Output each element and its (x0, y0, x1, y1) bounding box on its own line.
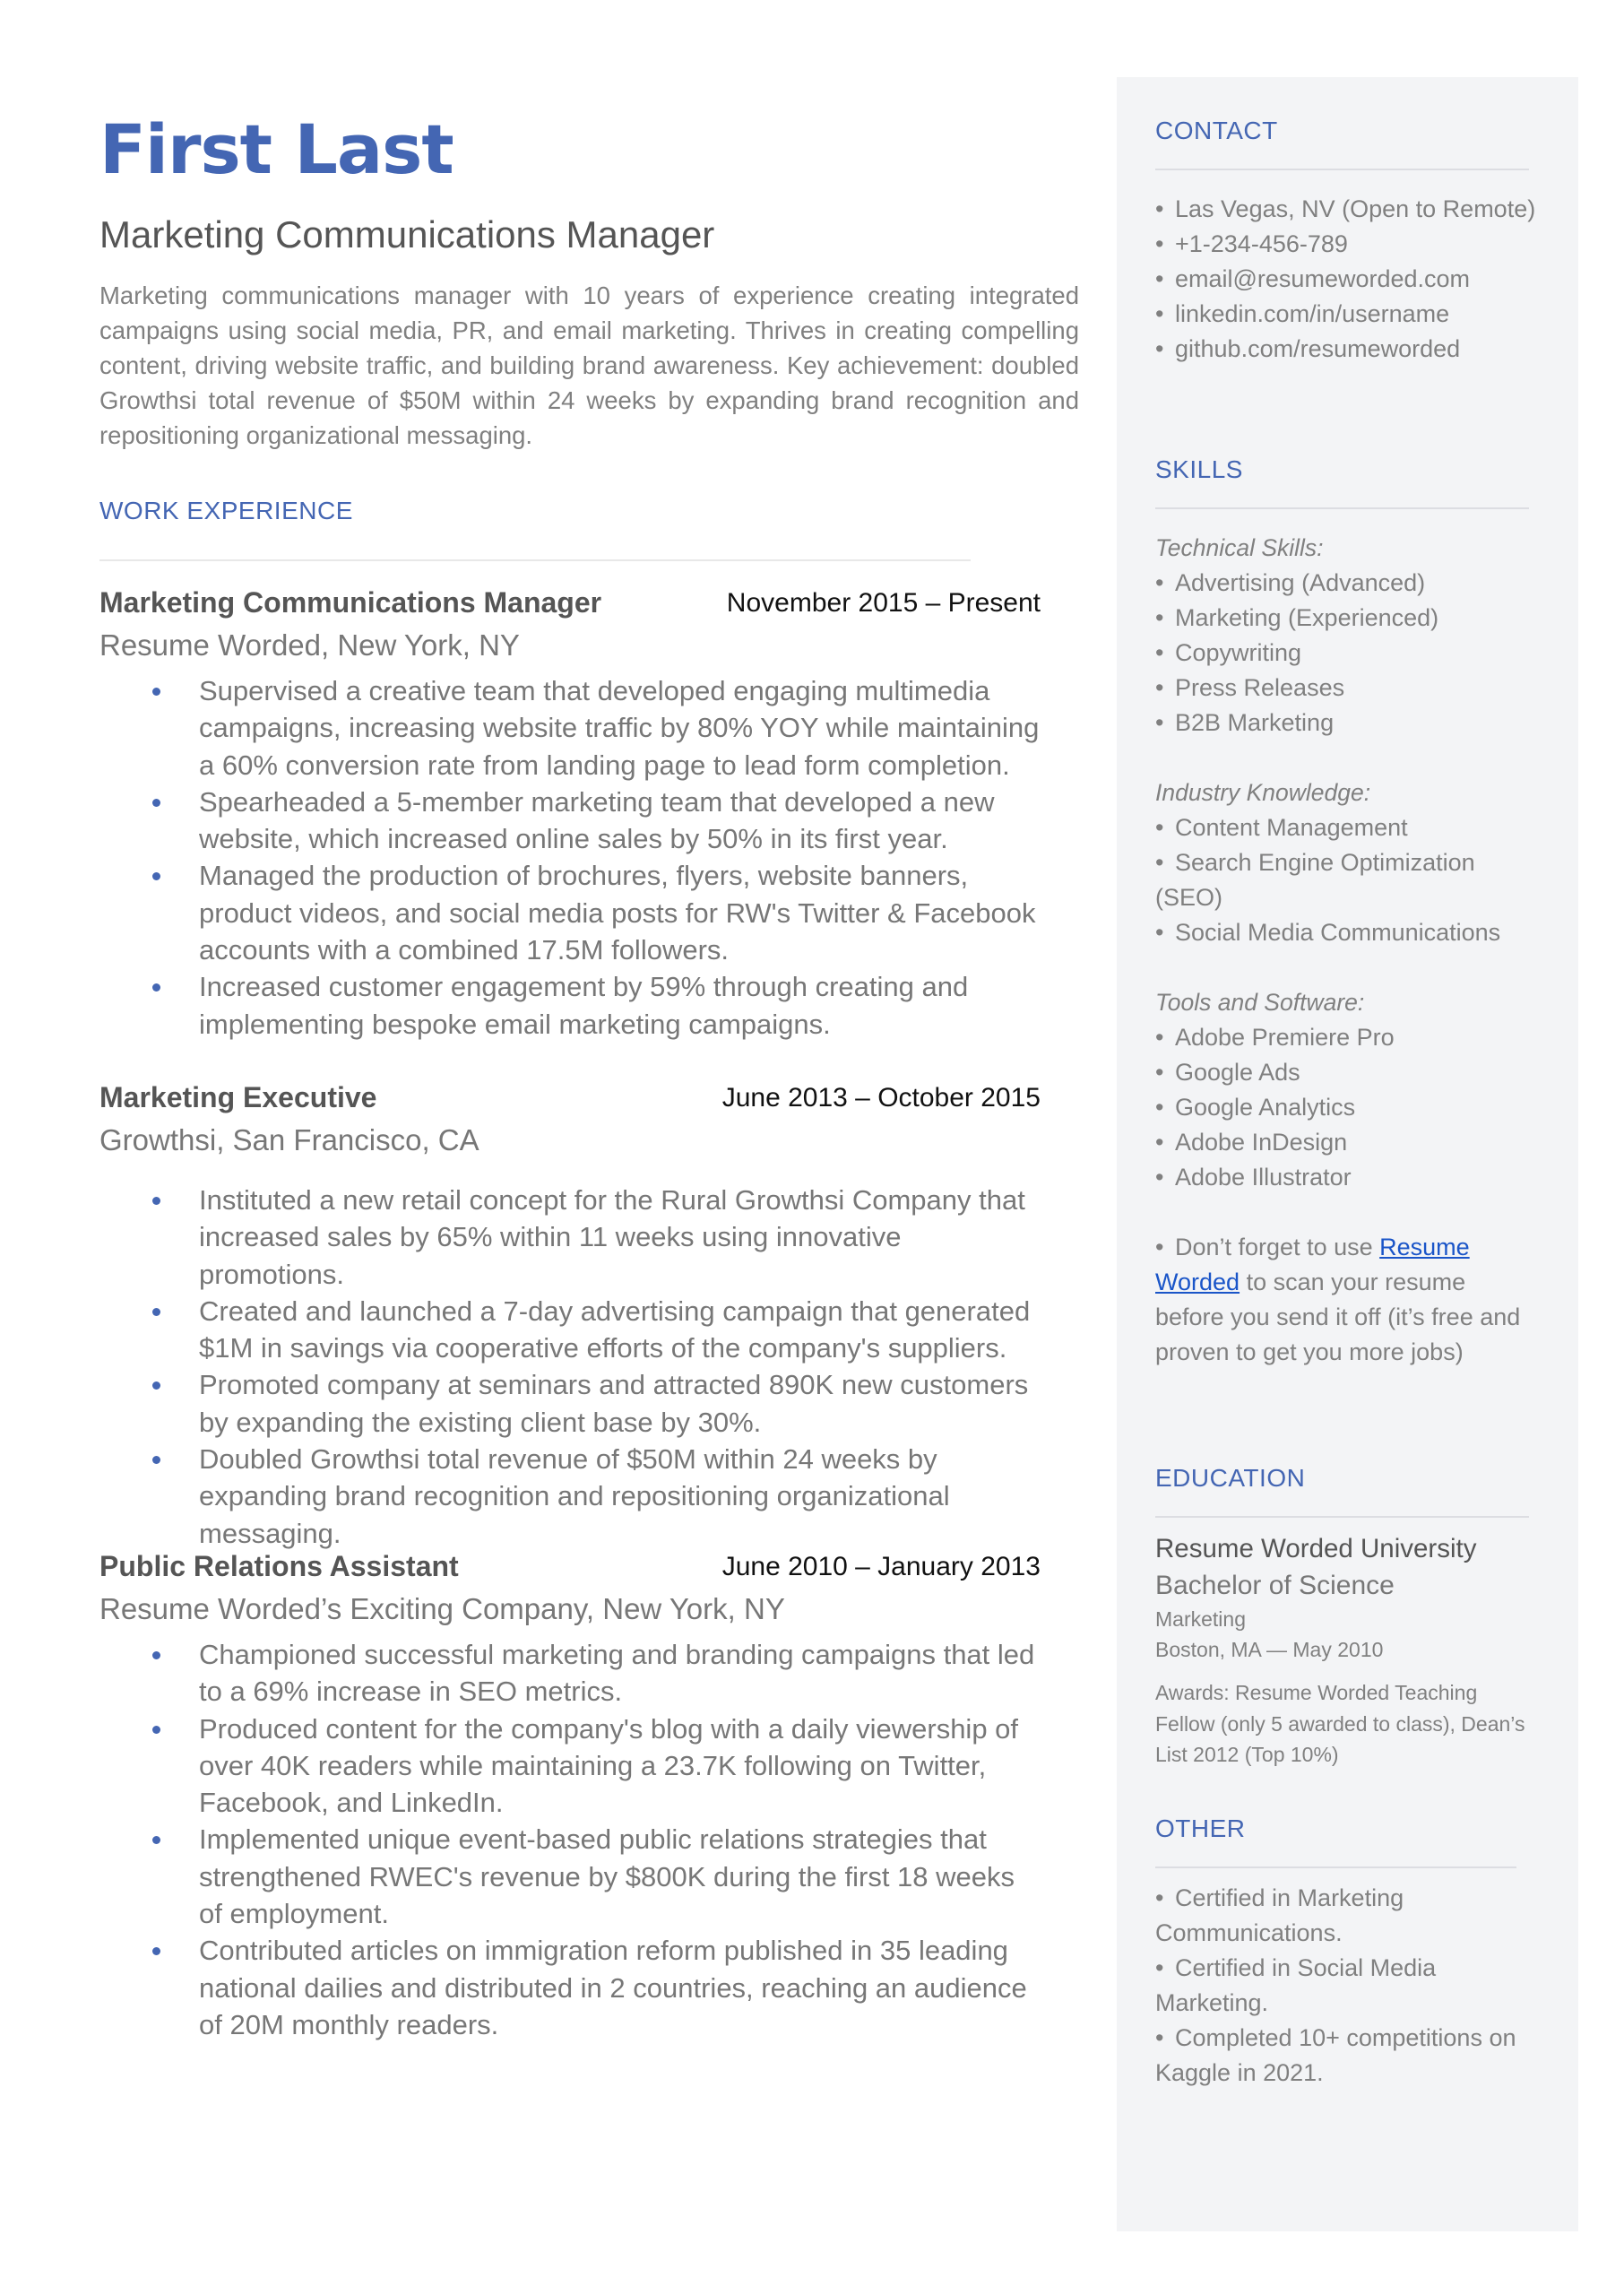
job-bullets (99, 1182, 1041, 1552)
skills-heading: SKILLS (1155, 455, 1243, 483)
tip-text-suffix: to scan your resume before you send it off (it’s free and proven to get you more jobs) (1155, 1269, 1521, 1365)
bullet-icon: • (1155, 814, 1164, 841)
job-title: Marketing Communications Manager (99, 586, 602, 619)
bullet-icon: • (1155, 1094, 1164, 1121)
bullet-text: Contributed articles on immigration reform published in 35 leading national dailies and distributed in 2 countries, reaching an audience of 20M monthly readers. (199, 1935, 1027, 2040)
contact-heading: CONTACT (1155, 117, 1278, 144)
skill-text: Google Analytics (1175, 1094, 1356, 1121)
candidate-name: First Last (99, 109, 454, 189)
other-item (1155, 2021, 1541, 2091)
work-experience-heading: WORK EXPERIENCE (99, 497, 353, 524)
skill-text: Advertising (Advanced) (1175, 569, 1426, 596)
bullet-dot-icon (152, 1726, 160, 1734)
skill-item (1155, 636, 1541, 671)
skill-item (1155, 1020, 1541, 1055)
sidebar (1117, 77, 1578, 2231)
bullet-icon: • (1155, 1954, 1164, 1981)
skill-item (1155, 566, 1541, 601)
job-header (99, 1550, 1041, 1589)
bullet-text: Supervised a creative team that developed engaging multimedia campaigns, increasing website traffic by 80% YOY while maintaining a 60% conversion rate from landing page to lead form completion. (199, 675, 1040, 781)
bullet-text: Championed successful marketing and branding campaigns that led to a 69% increase in SEO metrics. (199, 1639, 1035, 1708)
contact-github (1155, 332, 1541, 367)
skill-item (1155, 671, 1541, 706)
education-heading: EDUCATION (1155, 1464, 1306, 1492)
job-bullet (99, 1932, 1041, 2043)
skill-item (1155, 845, 1541, 915)
resume-worded-tip (1155, 1230, 1541, 1370)
job-dates: June 2010 – January 2013 (721, 1552, 1041, 1581)
skills-section (1155, 455, 1541, 1370)
bullet-icon: • (1155, 604, 1164, 631)
education-degree: Bachelor of Science (1155, 1571, 1395, 1600)
bullet-dot-icon (152, 1456, 160, 1464)
job-dates: November 2015 – Present (726, 588, 1041, 618)
education-field: Marketing (1155, 1607, 1246, 1631)
job-company: Resume Worded’s Exciting Company, New York, NY (99, 1592, 785, 1625)
skill-text: Adobe Illustrator (1175, 1164, 1352, 1191)
skill-text: Search Engine Optimization (SEO) (1155, 849, 1475, 911)
bullet-icon: • (1155, 195, 1164, 222)
contact-linkedin (1155, 297, 1541, 332)
job-bullets (99, 672, 1041, 1043)
tools-software-label: Tools and Software: (1155, 989, 1365, 1016)
education-section (1155, 1464, 1541, 1771)
job-bullet (99, 1293, 1041, 1367)
bullet-dot-icon (152, 799, 160, 807)
bullet-dot-icon (152, 1197, 160, 1205)
tip-text: Don’t forget to use (1175, 1234, 1380, 1260)
job-header (99, 586, 1041, 626)
bullet-text: Created and launched a 7-day advertising campaign that generated $1M in savings via cooperative efforts of the company's suppliers. (199, 1295, 1031, 1364)
resume-worded-link[interactable]: Resume Worded (1155, 1234, 1470, 1295)
contact-linkedin-text: linkedin.com/in/username (1175, 300, 1450, 327)
bullet-dot-icon (152, 1836, 160, 1844)
bullet-text: Doubled Growthsi total revenue of $50M within 24 weeks by expanding brand recognition and repositioning organizational messaging. (199, 1443, 950, 1549)
job-entry (99, 1550, 1041, 2043)
section-divider (1155, 169, 1529, 170)
job-company: Resume Worded, New York, NY (99, 628, 520, 662)
skill-text: Content Management (1175, 814, 1408, 841)
contact-location (1155, 192, 1541, 227)
bullet-icon: • (1155, 1024, 1164, 1051)
job-bullet (99, 1636, 1041, 1710)
skill-text: Copywriting (1175, 639, 1302, 666)
job-title: Marketing Executive (99, 1081, 377, 1113)
job-bullet (99, 1821, 1041, 1932)
skill-text: B2B Marketing (1175, 709, 1335, 736)
bullet-text: Instituted a new retail concept for the Rural Growthsi Company that increased sales by 65% within 11 weeks using innovative promotions. (199, 1184, 1025, 1290)
contact-github-text: github.com/resumeworded (1175, 335, 1461, 362)
contact-list (1155, 192, 1541, 367)
bullet-icon: • (1155, 265, 1164, 292)
job-company: Growthsi, San Francisco, CA (99, 1123, 479, 1156)
job-bullet (99, 1710, 1041, 1822)
other-item-text: Certified in Social Media Marketing. (1155, 1954, 1437, 2016)
bullet-text: Promoted company at seminars and attracted 890K new customers by expanding the existing client base by 30%. (199, 1369, 1029, 1438)
bullet-dot-icon (152, 1651, 160, 1659)
education-location-date: Boston, MA — May 2010 (1155, 1638, 1384, 1661)
other-list (1155, 1881, 1541, 2091)
bullet-icon: • (1155, 1164, 1164, 1191)
skill-item (1155, 1160, 1541, 1195)
skill-text: Social Media Communications (1175, 919, 1501, 946)
bullet-icon: • (1155, 919, 1164, 946)
job-bullet (99, 784, 1041, 858)
bullet-text: Implemented unique event-based public relations strategies that strengthened RWEC's revenue by $800K during the first 18 weeks of employment. (199, 1823, 1015, 1930)
job-bullet (99, 1366, 1041, 1441)
bullet-icon: • (1155, 849, 1164, 876)
contact-location-text: Las Vegas, NV (Open to Remote) (1175, 195, 1536, 222)
section-divider (99, 559, 971, 561)
bullet-icon: • (1155, 230, 1164, 257)
job-bullets (99, 1636, 1041, 2043)
bullet-dot-icon (152, 872, 160, 880)
bullet-dot-icon (152, 688, 160, 696)
contact-phone (1155, 227, 1541, 262)
bullet-text: Increased customer engagement by 59% through creating and implementing bespoke email marketing campaigns. (199, 971, 969, 1040)
bullet-dot-icon (152, 983, 160, 992)
other-section (1155, 1814, 1541, 2091)
skill-text: Adobe Premiere Pro (1175, 1024, 1395, 1051)
skill-text: Press Releases (1175, 674, 1345, 701)
bullet-dot-icon (152, 1308, 160, 1316)
job-entry (99, 1081, 1041, 1552)
bullet-icon: • (1155, 1234, 1164, 1260)
technical-skills-list (1155, 566, 1541, 740)
job-bullet (99, 1182, 1041, 1293)
section-divider (1155, 1516, 1529, 1518)
bullet-dot-icon (152, 1947, 160, 1955)
candidate-title: Marketing Communications Manager (99, 213, 715, 255)
industry-knowledge-list (1155, 810, 1541, 950)
contact-phone-text: +1-234-456-789 (1175, 230, 1348, 257)
bullet-icon: • (1155, 335, 1164, 362)
bullet-icon: • (1155, 300, 1164, 327)
section-divider (1155, 507, 1529, 509)
bullet-text: Produced content for the company's blog with a daily viewership of over 40K readers while maintaining a 23.7K following on Twitter, Facebook, and LinkedIn. (199, 1712, 1019, 1819)
skill-item (1155, 810, 1541, 845)
technical-skills-label: Technical Skills: (1155, 534, 1324, 561)
skill-item (1155, 1125, 1541, 1160)
other-item (1155, 1881, 1541, 1951)
bullet-icon: • (1155, 1884, 1164, 1911)
section-divider (1155, 1866, 1516, 1868)
skill-text: Google Ads (1175, 1059, 1300, 1086)
job-title: Public Relations Assistant (99, 1550, 459, 1582)
job-dates: June 2013 – October 2015 (721, 1083, 1041, 1113)
contact-email-text: email@resumeworded.com (1175, 265, 1471, 292)
education-awards: Awards: Resume Worded Teaching Fellow (only 5 awarded to class), Dean’s List 2012 (Top 10%) (1155, 1681, 1525, 1766)
other-item-text: Certified in Marketing Communications. (1155, 1884, 1404, 1946)
skill-item (1155, 1090, 1541, 1125)
bullet-icon: • (1155, 1059, 1164, 1086)
summary-text: Marketing communications manager with 10 years of experience creating integrated campaigns using social media, PR, and email marketing. Thrives in creating compelling content, driving website traffic, and building brand awareness. Key achievement: doubled Growthsi total revenue of $50M within 24 weeks by expanding brand recognition and repositioning organizational messaging. (99, 281, 1079, 449)
job-bullet (99, 968, 1041, 1043)
job-bullet (99, 672, 1041, 784)
other-item (1155, 1951, 1541, 2021)
job-bullet (99, 1441, 1041, 1552)
bullet-icon: • (1155, 2024, 1164, 2051)
bullet-text: Spearheaded a 5-member marketing team that developed a new website, which increased online sales by 50% in its first year. (199, 785, 995, 855)
bullet-text: Managed the production of brochures, flyers, website banners, product videos, and social media posts for RW's Twitter & Facebook accounts with a combined 17.5M followers. (199, 860, 1036, 966)
bullet-icon: • (1155, 1129, 1164, 1156)
bullet-icon: • (1155, 709, 1164, 736)
contact-email (1155, 262, 1541, 297)
bullet-icon: • (1155, 674, 1164, 701)
bullet-icon: • (1155, 569, 1164, 596)
other-item-text: Completed 10+ competitions on Kaggle in 2021. (1155, 2024, 1516, 2086)
bullet-icon: • (1155, 639, 1164, 666)
skill-item (1155, 706, 1541, 740)
job-bullet (99, 857, 1041, 968)
skill-text: Adobe InDesign (1175, 1129, 1348, 1156)
job-entry (99, 586, 1041, 1043)
skill-item (1155, 915, 1541, 950)
contact-section (1155, 117, 1541, 367)
other-heading: OTHER (1155, 1814, 1246, 1842)
bullet-dot-icon (152, 1381, 160, 1390)
skill-item (1155, 1055, 1541, 1090)
tools-software-list (1155, 1020, 1541, 1195)
industry-knowledge-label: Industry Knowledge: (1155, 779, 1371, 806)
skill-text: Marketing (Experienced) (1175, 604, 1439, 631)
skill-item (1155, 601, 1541, 636)
education-school: Resume Worded University (1155, 1534, 1477, 1563)
job-header (99, 1081, 1041, 1121)
